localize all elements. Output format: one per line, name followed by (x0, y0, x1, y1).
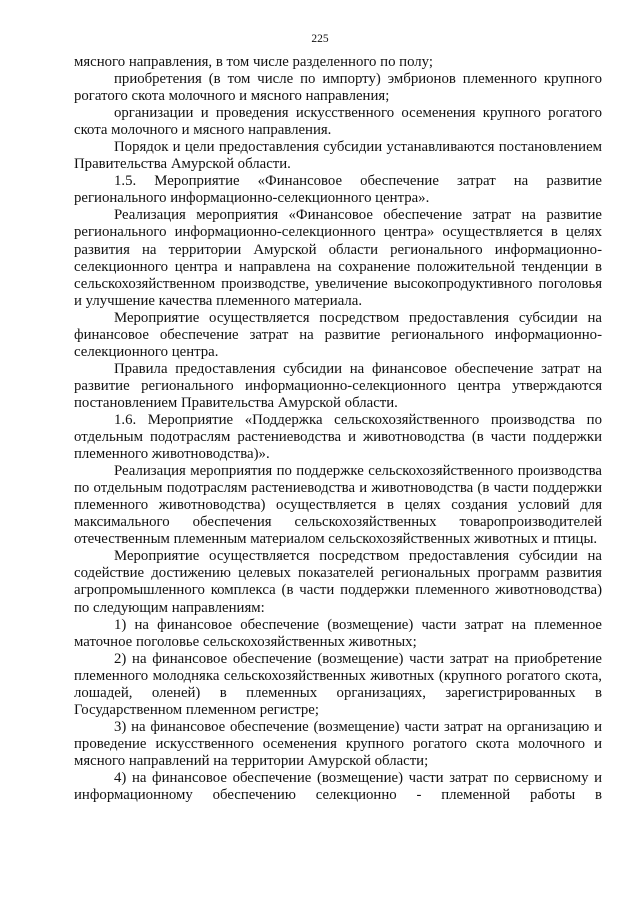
paragraph: организации и проведения искусственного осеменения крупного рогатого скота молочного и мясного направления. (74, 105, 602, 139)
list-item: 2) на финансовое обеспечение (возмещение) части затрат на приобретение племенного молодняка сельскохозяйственных животных (крупного рогатого скота, лошадей, оленей) в племенных организациях, зарегистрированных в Государственном племенном регистре; (74, 650, 602, 718)
list-item: 1) на финансовое обеспечение (возмещение) части затрат на племенное маточное поголовье сельскохозяйственных животных; (74, 616, 602, 650)
paragraph: Реализация мероприятия по поддержке сельскохозяйственного производства по отдельным подотраслям растениеводства и животноводства (в части поддержки племенного животноводства) осуществляется в целях создания условий для максимального обеспечения сельскохозяйственных товаропроизводителей отечественным племенным материалом сельскохозяйственных животных и птицы. (74, 463, 602, 548)
section-heading-1-6: 1.6. Мероприятие «Поддержка сельскохозяйственного производства по отдельным подотраслям растениеводства и животноводства (в части поддержки племенного животноводства)». (74, 411, 602, 463)
paragraph: Мероприятие осуществляется посредством предоставления субсидии на содействие достижению целевых показателей региональных программ развития агропромышленного комплекса (в части поддержки племенного животноводства) по следующим направлениям: (74, 548, 602, 616)
paragraph: Порядок и цели предоставления субсидии устанавливаются постановлением Правительства Амурской области. (74, 139, 602, 173)
list-item: 4) на финансовое обеспечение (возмещение) части затрат по сервисному и информационному обеспечению селекционно - племенной работы в (74, 769, 602, 804)
paragraph: Мероприятие осуществляется посредством предоставления субсидии на финансовое обеспечение затрат на развитие регионального информационно-селекционного центра. (74, 309, 602, 360)
paragraph: Реализация мероприятия «Финансовое обеспечение затрат на развитие регионального информационно-селекционного центра» осуществляется в целях развития на территории Амурской области регионального информационно-селекционного центра и направлена на сохранение положительной тенденции в сельскохозяйственном производстве, увеличение высокопродуктивного поголовья и улучшение качества племенного материала. (74, 207, 602, 309)
page-number: 225 (311, 33, 329, 45)
document-body (74, 54, 602, 804)
paragraph: мясного направления, в том числе разделенного по полу; (74, 54, 433, 70)
section-heading-1-5: 1.5. Мероприятие «Финансовое обеспечение затрат на развитие регионального информационно-селекционного центра». (74, 173, 602, 207)
paragraph: Правила предоставления субсидии на финансовое обеспечение затрат на развитие регионального информационно-селекционного центра утверждаются постановлением Правительства Амурской области. (74, 360, 602, 411)
paragraph: приобретения (в том числе по импорту) эмбрионов племенного крупного рогатого скота молочного и мясного направления; (74, 71, 602, 105)
list-item: 3) на финансовое обеспечение (возмещение) части затрат на организацию и проведение искусственного осеменения крупного рогатого скота молочного и мясного направлений на территории Амурской области; (74, 718, 602, 769)
